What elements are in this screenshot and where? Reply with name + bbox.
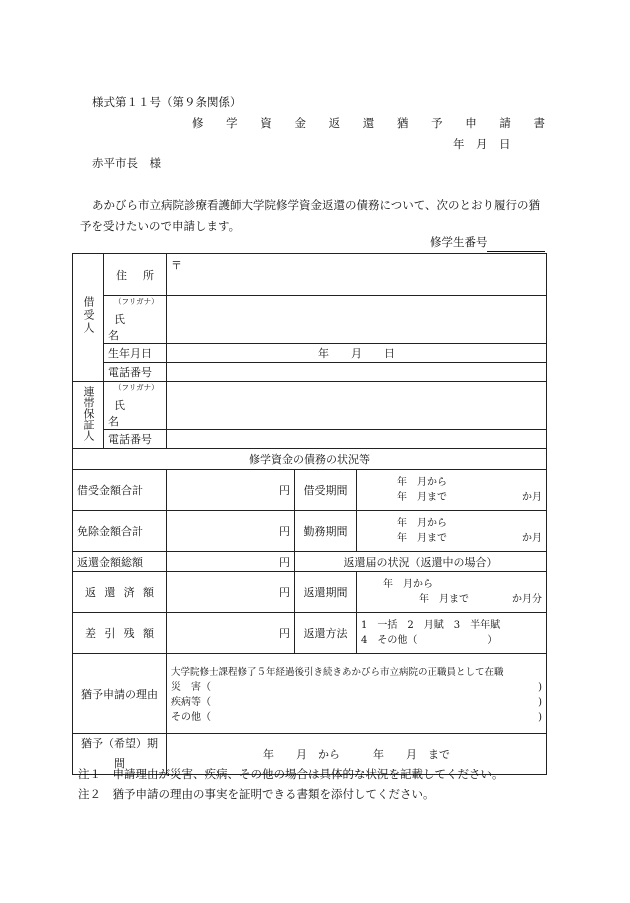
borrow-period-field[interactable]: 年 月から 年 月まで か月 (357, 470, 547, 511)
borrower-group-label: 借受人 (73, 254, 104, 382)
repay-method-other: 4 その他（ ） (361, 635, 498, 646)
guarantor-phone-field[interactable] (167, 430, 547, 449)
postal-mark: 〒 (171, 259, 182, 272)
guarantor-group-label: 連帯保証人 (73, 382, 104, 449)
borrower-phone-label: 電話番号 (104, 363, 167, 382)
reason-line-disaster: 災 害（ ) (171, 681, 542, 693)
note-2: 注２ 猶予申請の理由の事実を証明できる書類を添付してください。 (78, 787, 435, 801)
borrowed-total-label: 借受金額合計 (73, 470, 167, 511)
repay-total-label: 返還金額総額 (73, 552, 167, 572)
guarantor-phone-label: 電話番号 (104, 430, 167, 449)
address-label: 住 所 (104, 254, 167, 296)
repaid-amount-field[interactable]: 円 (167, 572, 295, 613)
reason-label: 猶予申請の理由 (73, 654, 167, 734)
reason-line-illness: 疾病等（ ) (171, 696, 542, 708)
guarantor-furigana-label: （フリガナ） (114, 383, 159, 392)
repaid-amount-label: 返還済額 (73, 572, 167, 613)
repay-method-label: 返還方法 (295, 613, 357, 654)
document-title: 修 学 資 金 返 還 猶 予 申 請 書 (192, 116, 555, 130)
exempt-total-field[interactable]: 円 (167, 511, 295, 552)
application-date: 年 月 日 (453, 137, 511, 151)
borrower-name-label: （フリガナ） 氏 名 (104, 296, 167, 344)
addressee: 赤平市長 様 (92, 156, 161, 170)
exempt-total-label: 免除金額合計 (73, 511, 167, 552)
furigana-label: （フリガナ） (114, 297, 159, 306)
balance-label: 差引残額 (73, 613, 167, 654)
deferral-period-field[interactable]: 年 月 から 年 月 まで (167, 734, 547, 775)
borrower-phone-field[interactable] (167, 363, 547, 382)
repay-period-label: 返還期間 (295, 572, 357, 613)
application-form-table (72, 253, 547, 775)
work-period-field[interactable]: 年 月から 年 月まで か月 (357, 511, 547, 552)
work-period-label: 勤務期間 (295, 511, 357, 552)
student-number-field[interactable] (487, 251, 545, 252)
borrowed-total-field[interactable]: 円 (167, 470, 295, 511)
note-1: 注１ 申請理由が災害、疾病、その他の場合は具体的な状況を記載してください。 (78, 767, 504, 781)
form-number-label: 様式第１１号（第９条関係） (92, 95, 242, 109)
reason-field[interactable] (167, 654, 547, 734)
guarantor-name-field[interactable] (167, 382, 547, 430)
borrow-period-label: 借受期間 (295, 470, 357, 511)
reason-line-continued-employment: 大学院修士課程修了５年経過後引き続きあかびら市立病院の正職員として在職 (171, 666, 504, 678)
guarantor-name-label: （フリガナ） 氏 名 (104, 382, 167, 430)
balance-field[interactable]: 円 (167, 613, 295, 654)
student-number-label: 修学生番号 (430, 235, 488, 249)
birth-date-field[interactable]: 年 月 日 (167, 344, 547, 363)
borrower-address-field[interactable] (167, 254, 547, 296)
repay-period-field[interactable]: 年 月から 年 月まで か月分 (357, 572, 547, 613)
birth-date-label: 生年月日 (104, 344, 167, 363)
repay-method-options: 1 一括 2 月賦 3 半年賦 (361, 620, 501, 631)
repay-total-field[interactable]: 円 (167, 552, 295, 572)
reason-line-other: その他（ ) (171, 711, 542, 723)
application-statement: あかびら市立病院診療看護師大学院修学資金返還の債務について、次のとおり履行の猶予を受けたいので申請します。 (80, 198, 541, 233)
debt-section-heading: 修学資金の債務の状況等 (73, 449, 547, 470)
borrower-name-field[interactable] (167, 296, 547, 344)
repay-status-label: 返還届の状況（返還中の場合） (295, 552, 547, 572)
repay-method-field[interactable] (357, 613, 547, 654)
deferral-period-label: 猶予（希望）期間 (73, 734, 167, 775)
